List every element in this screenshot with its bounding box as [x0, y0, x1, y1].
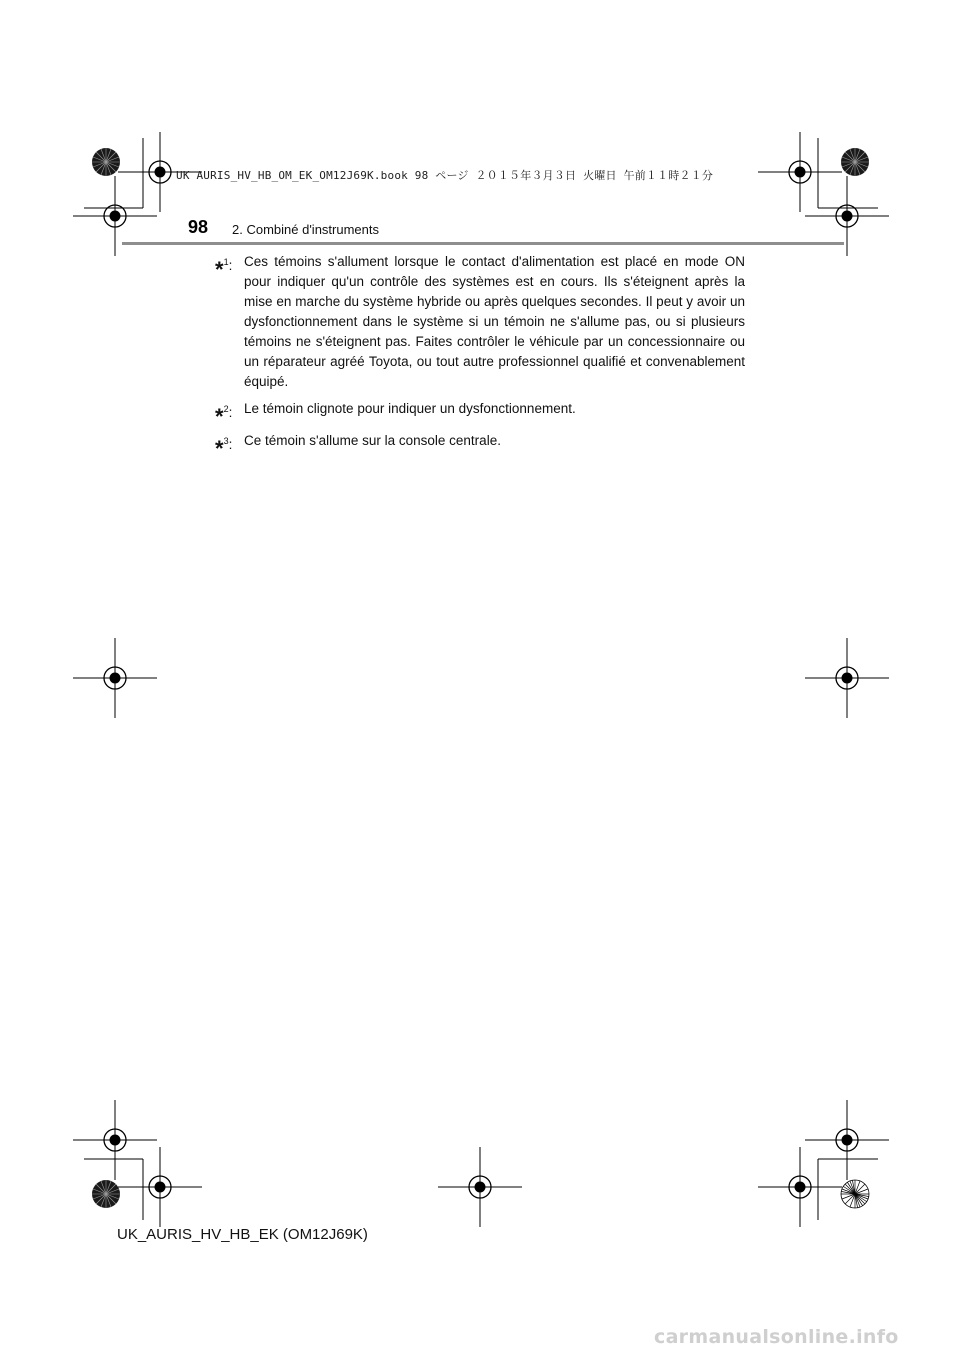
- color-disc-top-left: [92, 148, 120, 176]
- footnote-text: Ces témoins s'allument lorsque le contact d'alimentation est placé en mode ON pour indiquer qu'un contrôle des systèmes est en cours. Ils s'éteignent après la mise en marche du système hybride ou après quelques secondes. Il peut y avoir un dysfonctionnement dans le système si un témoin ne s'allume pas, ou si plusieurs témoins ne s'éteignent pas. Faites contrôler le véhicule par un concessionnaire ou un réparateur agréé Toyota, ou tout autre professionnel qualifié et convenablement équipé.: [244, 254, 745, 389]
- color-disc-bottom-right: [841, 1180, 869, 1208]
- color-disc-top-right: [841, 148, 869, 176]
- footnotes: [215, 252, 745, 463]
- footnote-text: Ce témoin s'allume sur la console centrale.: [244, 433, 501, 448]
- watermark: carmanualsonline.info: [654, 1326, 899, 1348]
- header-rule: [122, 242, 844, 245]
- footnote-marker: *$^2$:: [215, 404, 233, 429]
- footnote-1: [215, 252, 745, 392]
- footnote-3: [215, 431, 745, 461]
- footnote-marker: *$^3$:: [215, 436, 233, 461]
- document-code: UK_AURIS_HV_HB_EK (OM12J69K): [117, 1226, 368, 1243]
- footnote-2: [215, 399, 745, 429]
- print-info-line: UK AURIS_HV_HB_OM_EK_OM12J69K.book 98 ページ ２０１５年３月３日 火曜日 午前１１時２１分: [176, 169, 714, 182]
- footnote-marker: *$^1$:: [215, 257, 233, 282]
- section-title: 2. Combiné d'instruments: [232, 222, 379, 237]
- footnote-text: Le témoin clignote pour indiquer un dysfonctionnement.: [244, 401, 576, 416]
- page-number: 98: [188, 217, 209, 237]
- color-disc-bottom-left: [92, 1180, 120, 1208]
